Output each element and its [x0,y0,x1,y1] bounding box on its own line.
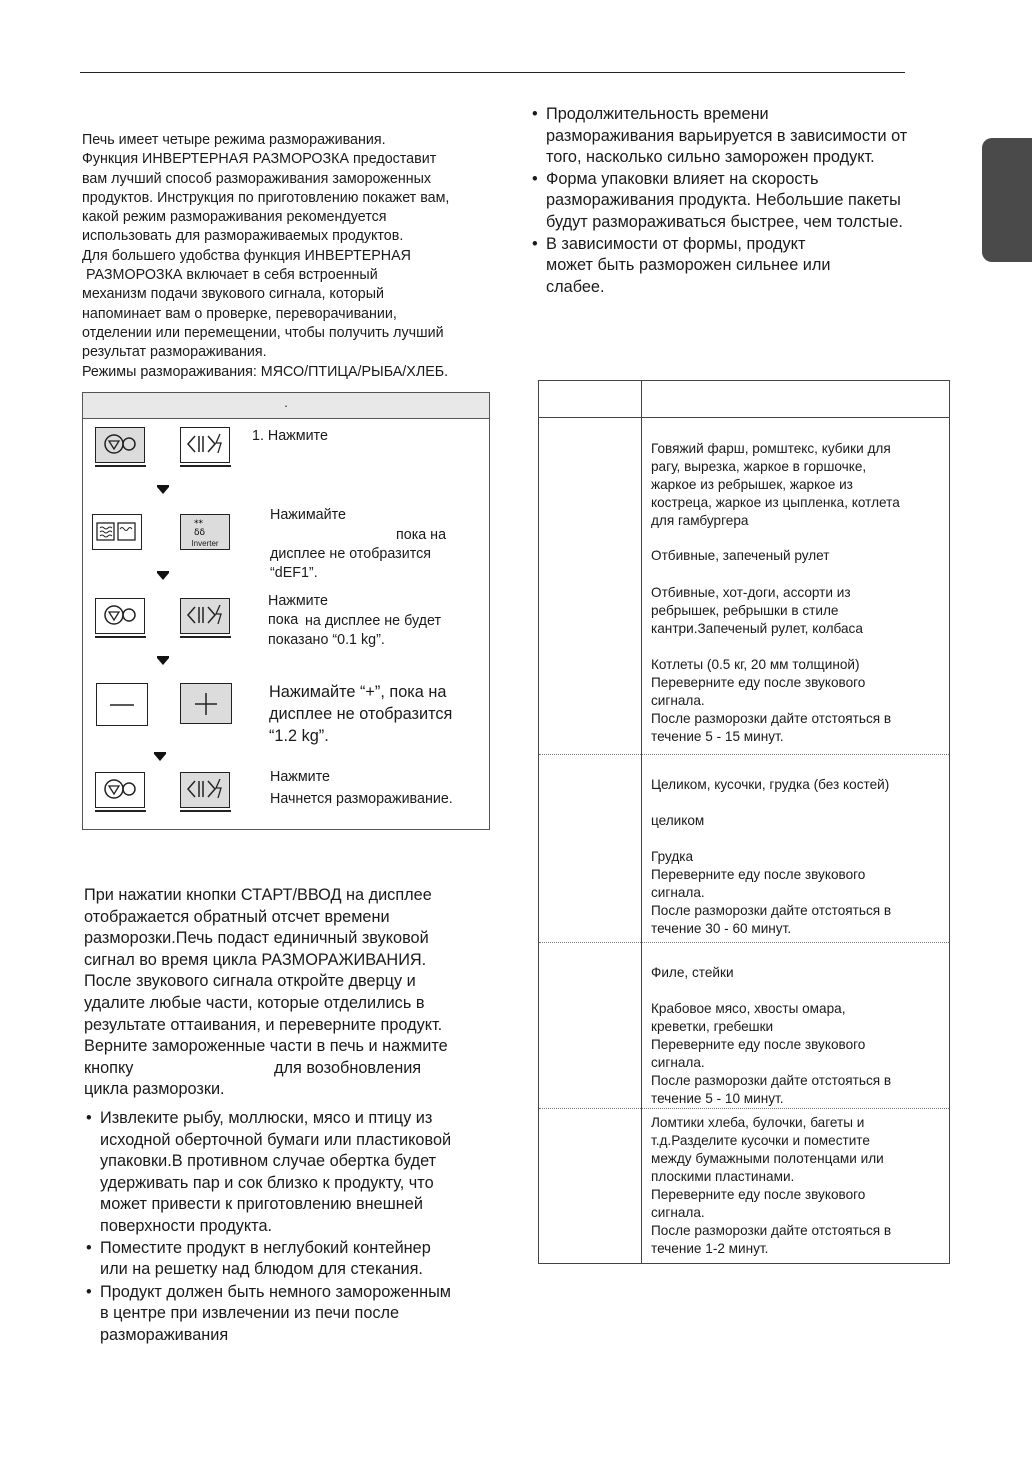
right-bullet-list [530,104,960,298]
minus-key [96,683,148,726]
step4-line: “1.2 kg”. [269,727,329,745]
table-cell-line: между бумажными полотенцами или [651,1151,884,1166]
bullet-line: Поместите продукт в неглубокий контейнер [100,1238,431,1257]
bullet-line: размораживания [100,1325,229,1344]
intro-line: Печь имеет четыре режима размораживания. [82,132,386,148]
table-cell-line: жаркое из ребрышек, жаркое из [651,477,853,492]
table-cell-line: течение 5 - 10 минут. [651,1091,784,1106]
meat-group-b [651,547,830,565]
table-cell-line: Переверните еду после звукового [651,675,866,690]
bullet-item: • Форма упаковки влияет на скорость размораживания продукта. Небольшие пакеты будут размораживаться быстрее, чем толстые. [530,169,960,234]
countdown-line: разморозки.Печь подаст единичный звуковой [84,929,429,948]
table-cell-line: кострeца, жаркое из цыпленка, котлета [651,495,900,510]
intro-paragraph [82,131,502,382]
countdown-paragraph [84,885,504,1101]
defrost-steps-box [82,392,490,830]
table-cell-line: креветки, гребешки [651,1019,774,1034]
bullet-line: будут размораживаться быстрее, чем толстые. [546,212,903,231]
bullet-line: исходной оберточной бумаги или пластиковой [100,1130,452,1149]
svg-text:δδ: δδ [194,528,206,538]
bullet-line: размораживания продукта. Небольшие пакеты [546,191,901,210]
countdown-knopku: кнопку [84,1058,134,1077]
bullet-line: В зависимости от формы, продукт [546,234,806,253]
start-enter-key [180,772,230,808]
intro-line: Для большего удобства функция ИНВЕРТЕРНАЯ [82,247,411,264]
step3-line: на дисплее не будет [305,613,441,629]
table-cell-line: сигнала. [651,693,705,708]
bullet-line: может привести к приготовлению внешней [100,1195,423,1214]
meat-group-a [651,440,900,530]
step2-line: “dEF1”. [270,565,318,581]
countdown-line: отображается обратный отсчет времени [84,907,390,926]
step5-line: Начнется размораживание. [270,791,453,807]
bullet-line: размораживания варьируется в зависимости от [546,126,908,145]
table-column-separator [641,381,642,1263]
svg-text:**: ** [194,519,203,529]
table-cell-line: Грудка [651,849,694,864]
intro-line: использовать для размораживаемых продуктов. [82,228,404,245]
bullet-line: Форма упаковки влияет на скорость [546,169,819,188]
fish-group-b [651,1000,891,1108]
table-cell-line: После разморозки дайте отстояться в [651,711,892,726]
arrow-down-icon [157,573,169,580]
arrow-down-icon [154,754,166,761]
poultry-group-b [651,812,704,830]
start-enter-icon [181,428,228,461]
start-enter-key [180,427,230,463]
countdown-line: сигнал во время цикла РАЗМОРАЖИВАНИЯ. [84,950,427,969]
inverter-label: Inverter [191,539,219,548]
defrost-mode-key [92,514,142,550]
stop-clear-icon [96,428,143,461]
table-row-separator [539,754,949,755]
countdown-line: При нажатии кнопки СТАРТ/ВВОД на дисплее [84,886,432,904]
bullet-item: • Продолжительность времени размораживания варьируется в зависимости от того, насколько сильно заморожен продукт. [530,104,960,169]
countdown-line: После звукового сигнала откройте дверцу и [84,972,416,991]
table-cell-line: Филе, стейки [651,965,734,980]
table-cell-line: Говяжий фарш, ромштекс, кубики для [651,441,891,456]
table-header-separator [539,417,949,418]
stop-clear-key [95,598,145,634]
step3-line: Нажмите [268,593,328,609]
intro-line: продуктов. Инструкция по приготовлению покажет вам, [82,189,450,206]
stop-clear-icon [96,773,143,806]
step3-line: показано “0.1 kg”. [268,632,385,648]
table-cell-line: т.д.Разделите кусочки и поместите [651,1133,870,1148]
table-cell-line: Переверните еду после звукового [651,1187,866,1202]
bullet-line: Извлеките рыбу, моллюски, мясо и птицу из [100,1109,433,1127]
bullet-line: может быть разморожен сильнее или [546,256,831,275]
intro-line: Функция ИНВЕРТЕРНАЯ РАЗМОРОЗКА предоставит [82,151,437,168]
bullet-line: Продукт должен быть немного замороженным [100,1282,451,1301]
plus-key [180,683,232,724]
step4-line: дисплее не отобразится [269,705,453,723]
step4-line: Нажимайте “+”, пока на [269,683,447,701]
table-row-separator [539,1108,949,1109]
intro-line: напоминает вам о проверке, переворачивании, [82,305,397,322]
table-cell-line: Котлеты (0.5 кг, 20 мм толщиной) [651,657,860,672]
bullet-item: • В зависимости от формы, продукт может быть разморожен сильнее или слабее. [530,234,960,299]
countdown-line: удалите любые части, которые отделились в [84,993,425,1012]
bullet-line: упаковки.В противном случае обертка будет [100,1152,437,1171]
table-cell-line: Крабовое мясо, хвосты омара, [651,1001,846,1016]
table-cell-line: После разморозки дайте отстояться в [651,903,892,918]
inverter-defrost-key [180,514,230,550]
start-enter-key [180,598,230,634]
countdown-line: цикла разморозки. [84,1080,225,1099]
step1-text: 1. Нажмите [252,428,328,444]
table-cell-line: сигнала. [651,1205,705,1220]
plus-icon [181,684,233,725]
fish-group-a [651,964,734,982]
meat-group-d [651,656,891,746]
stop-clear-icon [96,599,143,632]
table-cell-line: целиком [651,813,705,828]
bullet-item: • Поместите продукт в неглубокий контейнер или на решетку над блюдом для стекания. [84,1238,514,1281]
section-tab [982,138,1032,262]
intro-line: какой режим размораживания рекомендуется [82,209,387,226]
table-cell-line: сигнала. [651,1055,705,1070]
intro-line: РАЗМОРОЗКА включает в себя встроенный [82,267,378,284]
table-cell-line: течение 30 - 60 минут. [651,921,792,936]
step2-line: Нажимайте [270,507,346,523]
top-rule [80,72,905,73]
step5-line: Нажмите [270,769,330,785]
table-cell-line: После разморозки дайте отстояться в [651,1073,892,1088]
table-cell-line: Ломтики хлеба, булочки, багеты и [651,1115,865,1130]
countdown-resume: для возобновления [274,1058,422,1077]
step3-line: пока [268,612,299,628]
table-cell-line: Переверните еду после звукового [651,1037,866,1052]
table-cell-line: кантри.Запеченый рулет, колбаса [651,621,863,636]
arrow-down-icon [157,658,169,665]
bullet-line: того, насколько сильно заморожен продукт. [546,148,875,167]
table-cell-line: плоскими пластинами. [651,1169,795,1184]
defrost-table [538,380,950,1264]
table-cell-line: течение 5 - 15 минут. [651,729,784,744]
arrow-down-icon [157,487,169,494]
table-cell-line: После разморозки дайте отстояться в [651,1223,892,1238]
stop-clear-key [95,772,145,808]
bullet-line: Продолжительность времени [546,105,769,123]
bullet-line: поверхности продукта. [100,1216,273,1235]
intro-line: вам лучший способ размораживания замороженных [82,170,432,187]
bread-group-a [651,1114,891,1258]
table-cell-line: сигнала. [651,885,705,900]
inverter-defrost-icon [181,515,228,539]
step2-line: пока на [396,527,447,543]
steps-header: . [83,393,489,419]
bullet-line: в центре при извлечении из печи после [100,1304,400,1323]
defrost-waves-icon [93,515,140,548]
stop-clear-key [95,427,145,463]
bullet-item: • Продукт должен быть немного замороженным в центре при извлечении из печи после размораживания [84,1282,514,1347]
countdown-line: Верните замороженные части в печь и нажмите [84,1037,448,1056]
table-cell-line: Отбивные, запеченый рулет [651,548,830,563]
start-enter-icon [181,599,228,632]
minus-icon [97,684,149,727]
table-cell-line: Переверните еду после звукового [651,867,866,882]
intro-line: результат размораживания. [82,344,267,361]
intro-line: Режимы размораживания: МЯСО/ПТИЦА/РЫБА/ХЛЕБ. [82,363,449,380]
step2-line: дисплее не отобразится [270,546,431,562]
meat-group-c [651,584,863,638]
table-cell-line: ребрышек, ребрышки в стиле [651,603,839,618]
left-bullet-list [84,1108,514,1347]
poultry-group-c [651,848,891,938]
table-cell-line: течение 1-2 минут. [651,1241,769,1256]
intro-line: отделении или перемещении, чтобы получить лучший [82,324,444,341]
table-cell-line: Отбивные, хот-доги, ассорти из [651,585,851,600]
bullet-line: удерживать пар и сок близко к продукту, что [100,1173,434,1192]
intro-line: механизм подачи звукового сигнала, который [82,286,385,303]
table-cell-line: для гамбургера [651,513,749,528]
table-row-separator [539,942,949,943]
countdown-line: результате оттаивания, и переверните продукт. [84,1015,443,1034]
table-cell-line: Целиком, кусочки, грудка (без костей) [651,777,890,792]
bullet-item: • Извлеките рыбу, моллюски, мясо и птицу из исходной оберточной бумаги или пластиковой упаковки.В противном случае обертка будет удерживать пар и сок близко к продукту, что может привести к приготовлению внешней поверхности продукта. [84,1108,514,1238]
bullet-line: слабее. [546,277,605,296]
bullet-line: или на решетку над блюдом для стекания. [100,1260,423,1279]
poultry-group-a [651,776,889,794]
table-cell-line: рагу, вырезка, жаркое в горшочке, [651,459,867,474]
start-enter-icon [181,773,228,806]
